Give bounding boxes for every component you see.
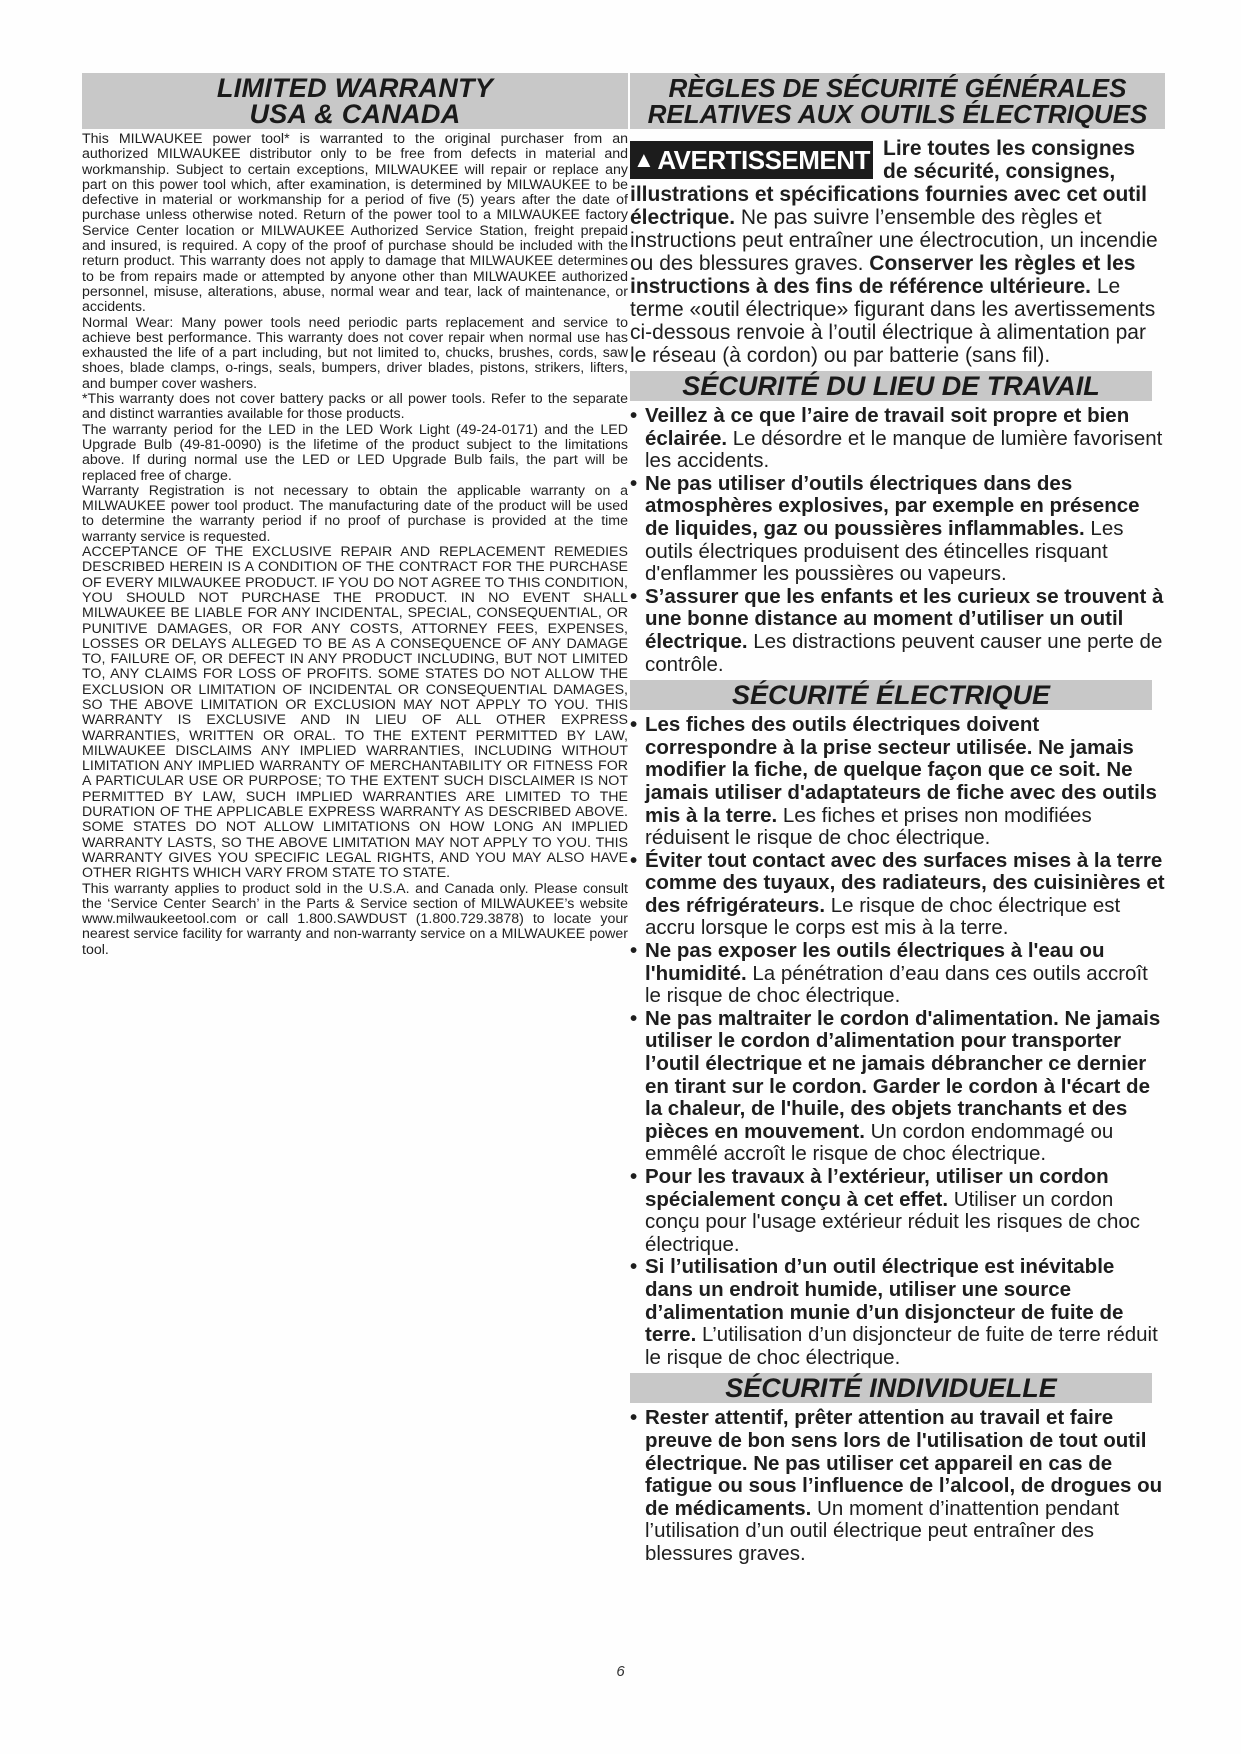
list-item: • Ne pas maltraiter le cordon d'alimentation. Ne jamais utiliser le cordon d’alimentation pour transporter l’outil électrique et ne jamais débrancher ce dernier en tirant sur le cordon. Garder le cordon à l'écart de la chaleur, de l'huile, des objets tranchants et des pièces en mouvement. Un cordon endommagé ou emmêlé accroît le risque de choc électrique. — [630, 1006, 1161, 1166]
page-number: 6 — [616, 1663, 625, 1680]
warranty-paragraph: This warranty applies to product sold in the U.S.A. and Canada only. Please consult the ‘Service Center Search’ in the Parts & Service section of MILWAUKEE’s website www.milwaukeetool.com or call 1.800.SAWDUST (1.800.729.3878) to locate your nearest service facility for warranty and non-warranty service on a MILWAUKEE power tool. — [82, 880, 628, 958]
warranty-title-line1: LIMITED WARRANTY — [216, 73, 494, 103]
warranty-paragraph: *This warranty does not cover battery packs or all power tools. Refer to the separate and distinct warranties available for those products. — [82, 391, 628, 423]
warranty-paragraph: Warranty Registration is not necessary to obtain the applicable warranty on a MILWAUKEE power tool product. The manufacturing date of the product will be used to determine the warranty period if no proof of purchase is provided at the time warranty service is requested. — [82, 482, 628, 545]
warranty-title-line2: USA & CANADA — [249, 99, 461, 129]
list-item: • Éviter tout contact avec des surfaces mises à la terre comme des tuyaux, des radiateurs, des cuisinières et des réfrigérateurs. Le risque de choc électrique est accru lorsque le corps est mis à la terre. — [630, 848, 1165, 940]
list-item: • Les fiches des outils électriques doivent correspondre à la prise secteur utilisée. Ne jamais modifier la fiche, de quelque façon que ce soit. Ne jamais utiliser d'adaptateurs de fiche avec des outils mis à la terre. Les fiches et prises non modifiées réduisent le risque de choc électrique. — [630, 713, 1157, 850]
warranty-paragraph: The warranty period for the LED in the LED Work Light (49-24-0171) and the LED Upgrade Bulb (49-81-0090) is the lifetime of the product subject to the limitations above. If during normal use the LED or LED Upgrade Bulb fails, the part will be replaced free of charge. — [82, 421, 628, 484]
warranty-paragraph: Normal Wear: Many power tools need periodic parts replacement and service to achieve best performance. This warranty does not cover repair when normal use has exhausted the life of a part including, but not limited to, chucks, brushes, cords, saw shoes, blade clamps, o-rings, seals, bumpers, driver blades, pistons, strikers, lifters, and bumper cover washers. — [82, 314, 628, 392]
section-heading-personal: SÉCURITÉ INDIVIDUELLE — [630, 1373, 1152, 1403]
intro-bold-1: Lire toutes les consignes de sécurité, consignes, illustrations et spécifications fournies avec cet outil électrique. — [630, 137, 1147, 229]
warranty-paragraph: ACCEPTANCE OF THE EXCLUSIVE REPAIR AND REPLACEMENT REMEDIES DESCRIBED HEREIN IS A CONDITION OF THE CONTRACT FOR THE PURCHASE OF EVERY MILWAUKEE PRODUCT. IF YOU DO NOT AGREE TO THIS CONDITION, YOU SHOULD NOT PURCHASE THE PRODUCT. IN NO EVENT SHALL MILWAUKEE BE LIABLE FOR ANY INCIDENTAL, SPECIAL, CONSEQUENTIAL, OR PUNITIVE DAMAGES, OR FOR ANY COSTS, ATTORNEY FEES, EXPENSES, LOSSES OR DELAYS ALLEGED TO BE AS A CONSEQUENCE OF ANY DAMAGE TO, FAILURE OF, OR DEFECT IN ANY PRODUCT INCLUDING, BUT NOT LIMITED TO, ANY CLAIMS FOR LOSS OF PROFITS. SOME STATES DO NOT ALLOW THE EXCLUSION OR LIMITATION OF INCIDENTAL OR CONSEQUENTIAL DAMAGES, SO THE ABOVE LIMITATION OR EXCLUSION MAY NOT APPLY TO YOU. THIS WARRANTY IS EXCLUSIVE AND IN LIEU OF ALL OTHER EXPRESS WARRANTIES, WRITTEN OR ORAL. TO THE EXTENT PERMITTED BY LAW, MILWAUKEE DISCLAIMS ANY IMPLIED WARRANTIES, INCLUDING WITHOUT LIMITATION ANY IMPLIED WARRANTY OF MERCHANTABILITY OR FITNESS FOR A PARTICULAR USE OR PURPOSE; TO THE EXTENT SUCH DISCLAIMER IS NOT PERMITTED BY LAW, SUCH IMPLIED WARRANTIES ARE LIMITED TO THE DURATION OF THE APPLICABLE EXPRESS WARRANTY AS DESCRIBED ABOVE. SOME STATES DO NOT ALLOW LIMITATIONS ON HOW LONG AN IMPLIED WARRANTY LASTS, SO THE ABOVE LIMITATION MAY NOT APPLY TO YOU. THIS WARRANTY GIVES YOU SPECIFIC LEGAL RIGHTS, AND YOU MAY ALSO HAVE OTHER RIGHTS WHICH VARY FROM STATE TO STATE. — [82, 544, 628, 882]
intro-text-2: Le terme «outil électrique» figurant dans les avertissements ci-dessous renvoie à l’outil électrique à alimentation par le réseau (à cordon) ou par batterie (sans fil). — [630, 275, 1156, 367]
safety-intro — [630, 137, 1165, 367]
list-item: • Si l’utilisation d’un outil électrique est inévitable dans un endroit humide, utiliser une source d’alimentation munie d’un disjoncteur de fuite de terre. L’utilisation d’un disjoncteur de fuite de terre réduit le risque de choc électrique. — [630, 1255, 1158, 1369]
intro-bold-2: Conserver les règles et les instructions à des fins de référence ultérieure. — [630, 252, 1136, 298]
list-item: • Pour les travaux à l’extérieur, utiliser un cordon spécialement conçu à cet effet. Utiliser un cordon conçu pour l'usage extérieur réduit les risques de choc électrique. — [630, 1165, 1141, 1256]
intro-text-1: Ne pas suivre l’ensemble des règles et instructions peut entraîner une électrocution, un incendie ou des blessures graves. — [630, 206, 1158, 275]
warranty-column — [82, 73, 628, 958]
personal-list — [630, 1407, 1165, 1565]
warranty-paragraph: This MILWAUKEE power tool* is warranted to the original purchaser from an authorized MILWAUKEE distributor only to be free from defects in material and workmanship. Subject to certain exceptions, MILWAUKEE will repair or replace any part on this power tool which, after examination, is determined by MILWAUKEE to be defective in material or workmanship for a period of five (5) years after the date of purchase unless otherwise noted. Return of the power tool to a MILWAUKEE factory Service Center location or MILWAUKEE Authorized Service Station, freight prepaid and insured, is required. A copy of the proof of purchase should be included with the return product. This warranty does not apply to damage that MILWAUKEE determines to be from repairs made or attempted by anyone other than MILWAUKEE authorized personnel, misuse, alterations, abuse, normal wear and tear, lack of maintenance, or accidents. — [82, 131, 628, 316]
safety-column — [630, 73, 1165, 1566]
safety-title-line1: RÈGLES DE SÉCURITÉ GÉNÉRALES — [668, 73, 1127, 103]
section-heading-electrical: SÉCURITÉ ÉLECTRIQUE — [630, 680, 1152, 710]
list-item: • S’assurer que les enfants et les curieux se trouvent à une bonne distance au moment d’utiliser un outil électrique. Les distractions peuvent causer une perte de contrôle. — [630, 584, 1164, 676]
list-item: • Ne pas exposer les outils électriques à l'eau ou l'humidité. La pénétration d’eau dans ces outils accroît le risque de choc électrique. — [630, 939, 1148, 1008]
list-item: • Veillez à ce que l’aire de travail soit propre et bien éclairée. Le désordre et le manque de lumière favorisent les accidents. — [630, 404, 1163, 473]
safety-title-line2: RELATIVES AUX OUTILS ÉLECTRIQUES — [647, 99, 1148, 129]
warning-triangle-icon: ▲ — [633, 147, 655, 172]
warranty-body — [82, 132, 628, 958]
work-area-list — [630, 405, 1165, 676]
list-item: • Rester attentif, prêter attention au travail et faire preuve de bon sens lors de l'utilisation de tout outil électrique. Ne pas utiliser cet appareil en cas de fatigue ou sous l’influence de l’alcool, de drogues ou de médicaments. Un moment d’inattention pendant l’utilisation d’un outil électrique peut entraîner des blessures graves. — [630, 1406, 1163, 1565]
electrical-list — [630, 714, 1165, 1369]
section-heading-work-area: SÉCURITÉ DU LIEU DE TRAVAIL — [630, 371, 1152, 401]
warning-badge — [630, 141, 873, 179]
list-item: • Ne pas utiliser d’outils électriques dans des atmosphères explosives, par exemple en présence de liquides, gaz ou poussières inflammables. Les outils électriques produisent des étincelles risquant d'enflammer les poussières ou vapeurs. — [630, 471, 1140, 586]
safety-heading — [630, 73, 1165, 129]
warning-label: AVERTISSEMENT — [657, 145, 870, 175]
warranty-heading — [82, 73, 628, 129]
